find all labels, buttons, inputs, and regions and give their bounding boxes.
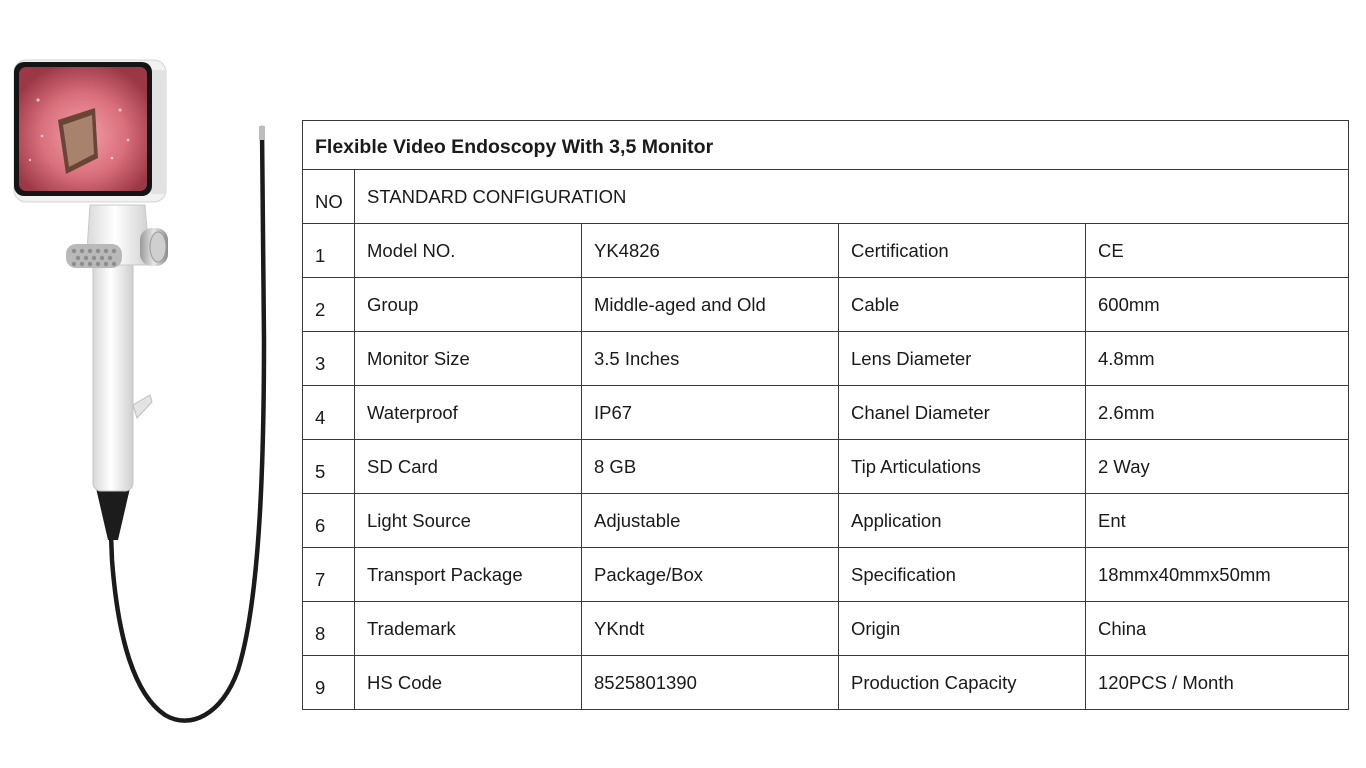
table-row — [303, 656, 1349, 710]
spec-value: IP67 — [582, 386, 839, 440]
table-row — [303, 494, 1349, 548]
spec-value: 2.6mm — [1086, 386, 1349, 440]
table-title-row — [303, 121, 1349, 170]
spec-label: Group — [355, 278, 582, 332]
spec-label: Cable — [839, 278, 1086, 332]
row-number: 3 — [303, 332, 355, 386]
spec-label: Model NO. — [355, 224, 582, 278]
row-number: 5 — [303, 440, 355, 494]
row-number: 7 — [303, 548, 355, 602]
spec-value: Adjustable — [582, 494, 839, 548]
spec-value: 8525801390 — [582, 656, 839, 710]
table-header-row — [303, 170, 1349, 224]
spec-value: YK4826 — [582, 224, 839, 278]
spec-value: Middle-aged and Old — [582, 278, 839, 332]
spec-value: 4.8mm — [1086, 332, 1349, 386]
spec-value: 3.5 Inches — [582, 332, 839, 386]
spec-label: Specification — [839, 548, 1086, 602]
spec-label: Tip Articulations — [839, 440, 1086, 494]
spec-value: YKndt — [582, 602, 839, 656]
row-number: 9 — [303, 656, 355, 710]
spec-label: Chanel Diameter — [839, 386, 1086, 440]
table-row — [303, 224, 1349, 278]
row-number: 6 — [303, 494, 355, 548]
table-row — [303, 332, 1349, 386]
table-row — [303, 278, 1349, 332]
spec-label: Origin — [839, 602, 1086, 656]
spec-label: Transport Package — [355, 548, 582, 602]
spec-label: SD Card — [355, 440, 582, 494]
table-title: Flexible Video Endoscopy With 3,5 Monitor — [303, 121, 1349, 170]
table-row — [303, 548, 1349, 602]
spec-value: 2 Way — [1086, 440, 1349, 494]
header-section: STANDARD CONFIGURATION — [355, 170, 1349, 224]
row-number: 8 — [303, 602, 355, 656]
header-no: NO — [303, 170, 355, 224]
endoscope-product-image — [0, 40, 290, 740]
spec-value: Package/Box — [582, 548, 839, 602]
spec-value: 120PCS / Month — [1086, 656, 1349, 710]
spec-label: Certification — [839, 224, 1086, 278]
spec-label: Monitor Size — [355, 332, 582, 386]
row-number: 4 — [303, 386, 355, 440]
spec-value: 8 GB — [582, 440, 839, 494]
spec-label: Light Source — [355, 494, 582, 548]
spec-label: Waterproof — [355, 386, 582, 440]
spec-label: Lens Diameter — [839, 332, 1086, 386]
spec-value: China — [1086, 602, 1349, 656]
row-number: 1 — [303, 224, 355, 278]
spec-label: Production Capacity — [839, 656, 1086, 710]
table-row — [303, 440, 1349, 494]
spec-label: Trademark — [355, 602, 582, 656]
table-row — [303, 602, 1349, 656]
spec-value: 600mm — [1086, 278, 1349, 332]
spec-value: Ent — [1086, 494, 1349, 548]
spec-label: HS Code — [355, 656, 582, 710]
spec-label: Application — [839, 494, 1086, 548]
row-number: 2 — [303, 278, 355, 332]
spec-value: CE — [1086, 224, 1349, 278]
spec-value: 18mmx40mmx50mm — [1086, 548, 1349, 602]
table-row — [303, 386, 1349, 440]
specification-table — [302, 120, 1349, 710]
